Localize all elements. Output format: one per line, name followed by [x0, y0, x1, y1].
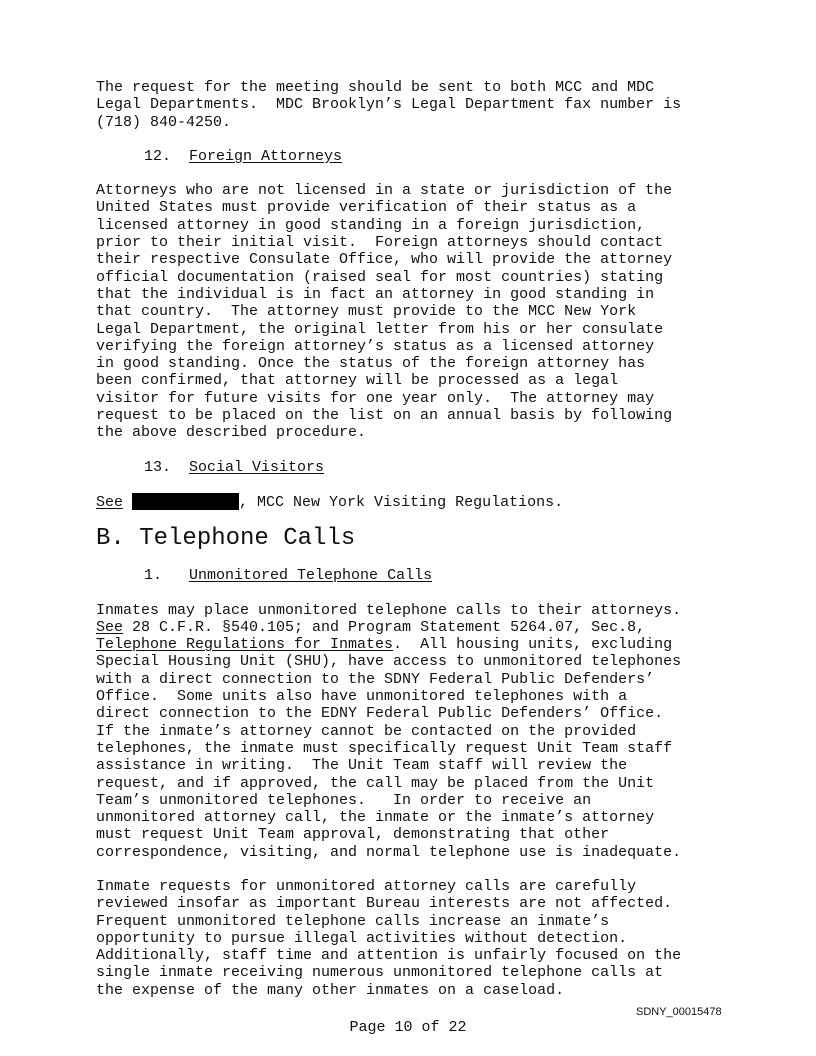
- subsection-1-title: Unmonitored Telephone Calls: [189, 567, 433, 585]
- reference-text: , MCC New York Visiting Regulations.: [239, 493, 564, 511]
- paragraph-line: request, and if approved, the call may be placed from the Unit: [96, 774, 655, 792]
- intro-line: The request for the meeting should be sent to both MCC and MDC: [96, 79, 655, 96]
- paragraph-line: unmonitored attorney call, the inmate or the inmate’s attorney: [96, 809, 655, 827]
- section-12-number: 12.: [144, 147, 172, 165]
- see-label: See: [96, 618, 124, 636]
- paragraph-line: If the inmate’s attorney cannot be contacted on the provided: [96, 722, 637, 740]
- paragraph-line: their respective Consulate Office, who will provide the attorney: [96, 251, 673, 269]
- paragraph-line: direct connection to the EDNY Federal Public Defenders’ Office.: [96, 705, 664, 723]
- paragraph-line: the expense of the many other inmates on a caseload.: [96, 981, 565, 999]
- redaction-block: [132, 493, 239, 510]
- paragraph-line: with a direct connection to the SDNY Federal Public Defenders’: [96, 670, 655, 688]
- paragraph-line: that the individual is in fact an attorney in good standing in: [96, 285, 655, 303]
- paragraph-line: that country. The attorney must provide to the MCC New York: [96, 303, 637, 321]
- paragraph-line: Inmates may place unmonitored telephone calls to their attorneys.: [96, 601, 682, 619]
- section-13-title: Social Visitors: [189, 458, 325, 476]
- paragraph-line: correspondence, visiting, and normal telephone use is inadequate.: [96, 843, 682, 861]
- document-body: [96, 79, 736, 999]
- paragraph-line: verifying the foreign attorney’s status as a licensed attorney: [96, 337, 655, 355]
- paragraph-line: assistance in writing. The Unit Team staff will review the: [96, 757, 628, 775]
- paragraph-line: Special Housing Unit (SHU), have access to unmonitored telephones: [96, 653, 682, 671]
- paragraph-line: Frequent unmonitored telephone calls increase an inmate’s: [96, 912, 610, 930]
- intro-paragraph: [96, 79, 736, 131]
- see-label: See: [96, 493, 124, 511]
- regulation-title: Telephone Regulations for Inmates: [96, 636, 394, 654]
- paragraph-line: telephones, the inmate must specifically request Unit Team staff: [96, 739, 673, 757]
- paragraph-line: must request Unit Team approval, demonstrating that other: [96, 826, 610, 844]
- intro-line: Legal Departments. MDC Brooklyn’s Legal Department fax number is: [96, 96, 682, 114]
- telephone-paragraph-1: [96, 602, 736, 861]
- page-number: Page 10 of 22: [349, 1019, 467, 1036]
- paragraph-line: single inmate receiving numerous unmonitored telephone calls at: [96, 964, 664, 982]
- paragraph-line: official documentation (raised seal for most countries) stating: [96, 268, 664, 286]
- paragraph-line: request to be placed on the list on an annual basis by following: [96, 407, 673, 425]
- paragraph-line: visitor for future visits for one year only. The attorney may: [96, 389, 655, 407]
- paragraph-line: been confirmed, that attorney will be processed as a legal: [96, 372, 619, 390]
- citation-text: 28 C.F.R. §540.105; and Program Statement 5264.07, Sec.8,: [123, 618, 646, 636]
- paragraph-line: Attorneys who are not licensed in a state or jurisdiction of the: [96, 182, 673, 200]
- section-13-heading: [96, 459, 736, 476]
- paragraph-line: the above described procedure.: [96, 424, 367, 442]
- paragraph-line: Legal Department, the original letter from his or her consulate: [96, 320, 664, 338]
- intro-line: (718) 840-4250.: [96, 113, 232, 131]
- section-13-number: 13.: [144, 458, 172, 476]
- paragraph-line: [96, 636, 736, 653]
- paragraph-line: in good standing. Once the status of the foreign attorney has: [96, 355, 646, 373]
- paragraph-line: [96, 619, 736, 636]
- paragraph-line: Office. Some units also have unmonitored telephones with a: [96, 688, 628, 706]
- section-12-title: Foreign Attorneys: [189, 147, 343, 165]
- telephone-paragraph-2: [96, 878, 736, 999]
- bates-number: SDNY_00015478: [636, 1006, 722, 1018]
- subsection-1-number: 1.: [144, 567, 163, 585]
- paragraph-line: Team’s unmonitored telephones. In order to receive an: [96, 791, 592, 809]
- section-12-heading: [96, 148, 736, 165]
- section-b-heading: B. Telephone Calls: [96, 525, 356, 553]
- paragraph-line: United States must provide verification of their status as a: [96, 199, 637, 217]
- subsection-1-heading: [96, 567, 736, 584]
- paragraph-line: Inmate requests for unmonitored attorney calls are carefully: [96, 877, 637, 895]
- paragraph-line: reviewed insofar as important Bureau interests are not affected.: [96, 895, 673, 913]
- paragraph-line: prior to their initial visit. Foreign attorneys should contact: [96, 234, 664, 252]
- paragraph-line: Additionally, staff time and attention is unfairly focused on the: [96, 947, 682, 965]
- social-visitors-reference: [96, 493, 736, 511]
- paragraph-line: licensed attorney in good standing in a foreign jurisdiction,: [96, 216, 646, 234]
- paragraph-text: . All housing units, excluding: [393, 636, 673, 654]
- section-12-paragraph: [96, 182, 736, 441]
- paragraph-line: opportunity to pursue illegal activities without detection.: [96, 929, 628, 947]
